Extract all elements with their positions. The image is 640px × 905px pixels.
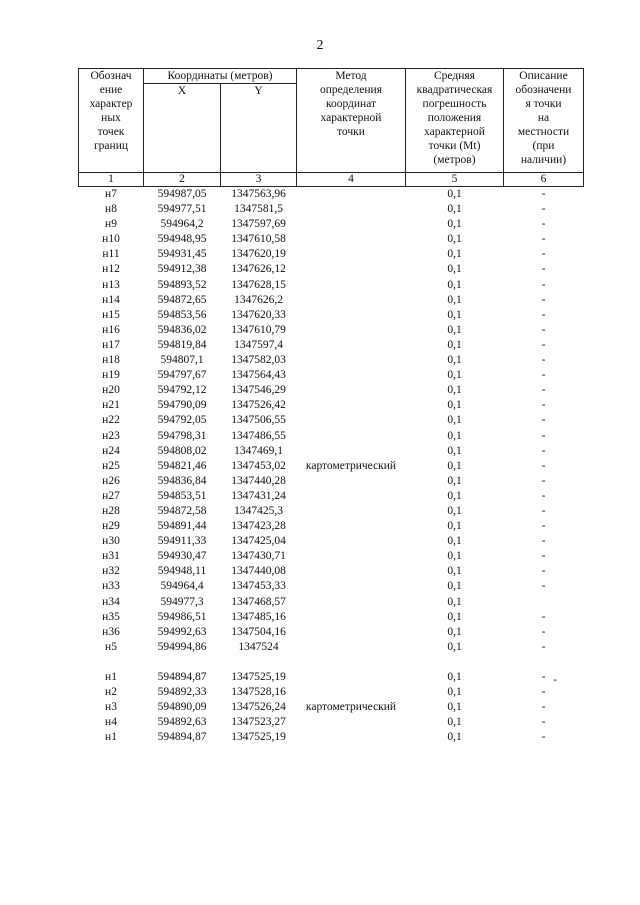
coord-x-cell: 594821,46 bbox=[157, 459, 207, 472]
table-row bbox=[79, 640, 584, 655]
coord-x-cell: 594891,44 bbox=[157, 520, 207, 533]
description-cell: - bbox=[541, 701, 546, 714]
description-cell: - bbox=[541, 535, 546, 548]
method-cell bbox=[297, 278, 406, 293]
table-row bbox=[79, 429, 584, 444]
coord-x-cell: 594892,63 bbox=[157, 716, 207, 729]
header-mean-square-error bbox=[406, 69, 504, 173]
point-id-cell: н15 bbox=[102, 308, 120, 321]
table-row bbox=[79, 187, 584, 203]
coord-x-cell: 594930,47 bbox=[157, 550, 207, 563]
description-cell: - bbox=[541, 716, 546, 729]
description-cell: - bbox=[541, 625, 546, 638]
table-row bbox=[79, 338, 584, 353]
method-cell bbox=[297, 670, 406, 685]
method-cell bbox=[297, 564, 406, 579]
point-id-cell: н22 bbox=[102, 414, 120, 427]
coord-x-cell: 594792,12 bbox=[157, 384, 207, 397]
point-id-cell: н1 bbox=[105, 671, 117, 683]
coord-x-cell: 594986,51 bbox=[157, 610, 207, 623]
description-cell: - bbox=[541, 686, 546, 699]
coord-y-cell: 1347581,5 bbox=[234, 203, 283, 216]
method-cell bbox=[297, 187, 406, 203]
point-id-cell: н1 bbox=[105, 731, 117, 744]
point-id-cell: н31 bbox=[102, 550, 120, 563]
table-row bbox=[79, 308, 584, 323]
method-cell bbox=[297, 474, 406, 489]
table-row bbox=[79, 413, 584, 428]
header-line: (при bbox=[532, 140, 555, 152]
coord-x-cell: 594911,33 bbox=[157, 535, 207, 548]
description-cell: - bbox=[541, 429, 546, 442]
coord-y-cell: 1347425,3 bbox=[234, 504, 283, 517]
coord-x-cell: 594948,11 bbox=[157, 565, 207, 578]
coord-y-cell: 1347486,55 bbox=[231, 429, 286, 442]
column-number-1: 1 bbox=[79, 173, 144, 187]
coord-y-cell: 1347610,79 bbox=[231, 323, 286, 336]
column-number-6: 6 bbox=[504, 173, 584, 187]
column-number-4: 4 bbox=[297, 173, 406, 187]
coord-x-cell: 594894,87 bbox=[157, 671, 207, 683]
coord-y-cell: 1347453,33 bbox=[231, 580, 286, 593]
table-row bbox=[79, 293, 584, 308]
description-cell: - bbox=[541, 233, 546, 246]
coord-x-cell: 594798,31 bbox=[157, 429, 207, 442]
table-row bbox=[79, 444, 584, 459]
header-line: Метод bbox=[335, 70, 367, 82]
method-cell bbox=[297, 247, 406, 262]
coord-x-cell: 594836,84 bbox=[157, 474, 207, 487]
description-cell: - bbox=[541, 580, 546, 593]
coord-y-cell: 1347620,19 bbox=[231, 248, 286, 261]
mean-error-cell: 0,1 bbox=[447, 203, 462, 216]
coord-y-cell: 1347524 bbox=[238, 640, 279, 653]
mean-error-cell: 0,1 bbox=[447, 278, 462, 291]
point-id-cell: н5 bbox=[105, 640, 117, 653]
table-row bbox=[79, 368, 584, 383]
coord-y-cell: 1347564,43 bbox=[231, 369, 286, 382]
coord-x-cell: 594893,52 bbox=[157, 278, 207, 291]
coord-x-cell: 594892,33 bbox=[157, 686, 207, 699]
description-cell: - bbox=[541, 459, 546, 472]
table-row bbox=[79, 262, 584, 277]
description-cell: - bbox=[541, 338, 546, 351]
mean-error-cell: 0,1 bbox=[447, 308, 462, 321]
coord-y-cell: 1347425,04 bbox=[231, 535, 286, 548]
coord-y-cell: 1347528,16 bbox=[231, 686, 286, 699]
mean-error-cell: 0,1 bbox=[447, 293, 462, 306]
method-cell bbox=[297, 685, 406, 700]
method-cell bbox=[297, 398, 406, 413]
point-id-cell: н19 bbox=[102, 369, 120, 382]
mean-error-cell: 0,1 bbox=[447, 716, 462, 729]
header-line: Обознач bbox=[90, 70, 132, 82]
table-row bbox=[79, 202, 584, 217]
coord-y-cell: 1347597,69 bbox=[231, 218, 286, 231]
coord-x-cell: 594790,09 bbox=[157, 399, 207, 412]
point-id-cell: н10 bbox=[102, 233, 120, 246]
table-row bbox=[79, 398, 584, 413]
coord-x-cell: 594994,86 bbox=[157, 640, 207, 653]
method-cell bbox=[297, 504, 406, 519]
method-cell bbox=[297, 595, 406, 610]
table-row bbox=[79, 232, 584, 247]
coord-y-cell: 1347431,24 bbox=[231, 489, 286, 502]
coord-x-cell: 594808,02 bbox=[157, 444, 207, 457]
header-point-designation bbox=[79, 69, 144, 173]
coord-x-cell: 594992,63 bbox=[157, 625, 207, 638]
coord-x-cell: 594931,45 bbox=[157, 248, 207, 261]
coord-x-cell: 594987,05 bbox=[157, 188, 207, 200]
method-cell bbox=[297, 217, 406, 232]
table-row bbox=[79, 625, 584, 640]
description-cell: - bbox=[541, 731, 546, 744]
coord-y-cell: 1347525,19 bbox=[231, 671, 286, 683]
gap-dash: - bbox=[553, 674, 557, 686]
header-line: местности bbox=[517, 126, 570, 138]
coord-x-cell: 594853,51 bbox=[157, 489, 207, 502]
coord-y-cell: 1347430,71 bbox=[231, 550, 286, 563]
method-cell bbox=[297, 579, 406, 594]
point-id-cell: н36 bbox=[102, 625, 120, 638]
coord-y-cell: 1347526,42 bbox=[231, 399, 286, 412]
point-id-cell: н11 bbox=[102, 248, 120, 261]
method-cell: картометрический bbox=[305, 459, 397, 472]
point-id-cell: н27 bbox=[102, 489, 120, 502]
header-line: я точки bbox=[525, 98, 562, 110]
coord-x-cell: 594964,2 bbox=[160, 218, 204, 231]
header-line: квадратическая bbox=[416, 84, 493, 96]
point-id-cell: н4 bbox=[105, 716, 117, 729]
coord-x-cell: 594890,09 bbox=[157, 701, 207, 714]
coord-y-cell: 1347563,96 bbox=[231, 188, 286, 200]
header-line: точки bbox=[337, 126, 365, 138]
mean-error-cell: 0,1 bbox=[447, 384, 462, 397]
table-row bbox=[79, 579, 584, 594]
point-id-cell: н2 bbox=[105, 686, 117, 699]
description-cell: - bbox=[541, 474, 546, 487]
point-id-cell: н12 bbox=[102, 263, 120, 276]
coord-y-cell: 1347526,24 bbox=[231, 701, 286, 714]
coord-y-cell: 1347620,33 bbox=[231, 308, 286, 321]
coord-y-cell: 1347525,19 bbox=[231, 731, 286, 744]
mean-error-cell: 0,1 bbox=[447, 640, 462, 653]
coord-x-cell: 594853,56 bbox=[157, 308, 207, 321]
coord-x-cell: 594977,51 bbox=[157, 203, 207, 216]
table-row bbox=[79, 595, 584, 610]
mean-error-cell: 0,1 bbox=[447, 474, 462, 487]
mean-error-cell: 0,1 bbox=[447, 565, 462, 578]
table-row bbox=[79, 504, 584, 519]
coord-x-cell: 594792,05 bbox=[157, 414, 207, 427]
description-cell: - bbox=[541, 640, 546, 653]
table-row bbox=[79, 353, 584, 368]
method-cell bbox=[297, 549, 406, 564]
header-x: X bbox=[144, 84, 221, 173]
header-description bbox=[504, 69, 584, 173]
method-cell bbox=[297, 202, 406, 217]
header-line: ных bbox=[101, 112, 121, 124]
point-id-cell: н13 bbox=[102, 278, 120, 291]
mean-error-cell: 0,1 bbox=[447, 504, 462, 517]
coord-x-cell: 594819,84 bbox=[157, 338, 207, 351]
header-line: на bbox=[537, 112, 550, 124]
description-cell: - bbox=[541, 565, 546, 578]
mean-error-cell: 0,1 bbox=[447, 188, 462, 200]
description-cell: - bbox=[541, 263, 546, 276]
point-id-cell: н25 bbox=[102, 459, 120, 472]
mean-error-cell: 0,1 bbox=[447, 535, 462, 548]
method-cell bbox=[297, 323, 406, 338]
table-row bbox=[79, 247, 584, 262]
coord-y-cell: 1347440,28 bbox=[231, 474, 286, 487]
header-line: характер bbox=[89, 98, 133, 110]
coord-x-cell: 594807,1 bbox=[160, 354, 204, 367]
description-cell: - bbox=[541, 218, 546, 231]
table-row bbox=[79, 670, 584, 685]
header-line: обозначени bbox=[515, 84, 572, 96]
coord-y-cell: 1347546,29 bbox=[231, 384, 286, 397]
column-number-5: 5 bbox=[406, 173, 504, 187]
method-cell bbox=[297, 640, 406, 655]
table-row bbox=[79, 715, 584, 730]
table-row bbox=[79, 534, 584, 549]
method-cell bbox=[297, 730, 406, 745]
mean-error-cell: 0,1 bbox=[447, 625, 462, 638]
description-cell: - bbox=[541, 520, 546, 533]
method-cell bbox=[297, 534, 406, 549]
method-cell bbox=[297, 383, 406, 398]
coord-x-cell: 594948,95 bbox=[157, 233, 207, 246]
point-id-cell: н9 bbox=[105, 218, 117, 231]
coord-y-cell: 1347506,55 bbox=[231, 414, 286, 427]
mean-error-cell: 0,1 bbox=[447, 489, 462, 502]
header-line: Средняя bbox=[434, 70, 475, 82]
description-cell: - bbox=[541, 550, 546, 563]
coord-x-cell: 594894,87 bbox=[157, 731, 207, 744]
mean-error-cell: 0,1 bbox=[447, 263, 462, 276]
mean-error-cell: 0,1 bbox=[447, 444, 462, 457]
description-cell: - bbox=[541, 354, 546, 367]
mean-error-cell: 0,1 bbox=[447, 414, 462, 427]
mean-error-cell: 0,1 bbox=[447, 369, 462, 382]
method-cell bbox=[297, 625, 406, 640]
header-line: координат bbox=[325, 98, 377, 110]
coord-x-cell: 594964,4 bbox=[160, 580, 204, 593]
table-row bbox=[79, 474, 584, 489]
method-cell bbox=[297, 353, 406, 368]
table-row bbox=[79, 700, 584, 715]
header-line: характерной bbox=[424, 126, 485, 138]
description-cell: - bbox=[541, 278, 546, 291]
point-id-cell: н29 bbox=[102, 520, 120, 533]
table-row bbox=[79, 549, 584, 564]
method-cell bbox=[297, 610, 406, 625]
point-id-cell: н3 bbox=[105, 701, 117, 714]
point-id-cell: н33 bbox=[102, 580, 120, 593]
mean-error-cell: 0,1 bbox=[447, 218, 462, 231]
coord-y-cell: 1347523,27 bbox=[231, 716, 286, 729]
coord-y-cell: 1347582,03 bbox=[231, 354, 286, 367]
coord-x-cell: 594977,3 bbox=[160, 595, 204, 608]
mean-error-cell: 0,1 bbox=[447, 399, 462, 412]
point-id-cell: н8 bbox=[105, 203, 117, 216]
coord-x-cell: 594872,58 bbox=[157, 504, 207, 517]
header-line: Описание bbox=[519, 70, 568, 82]
description-cell: - bbox=[541, 444, 546, 457]
header-line: характерной bbox=[320, 112, 382, 124]
mean-error-cell: 0,1 bbox=[447, 550, 462, 563]
coordinates-table bbox=[78, 68, 584, 745]
point-id-cell: н24 bbox=[102, 444, 120, 457]
point-id-cell: н7 bbox=[105, 188, 117, 200]
method-cell: картометрический bbox=[305, 701, 397, 714]
table-row bbox=[79, 730, 584, 745]
description-cell: - bbox=[541, 203, 546, 216]
coord-y-cell: 1347597,4 bbox=[234, 338, 283, 351]
point-id-cell: н26 bbox=[102, 474, 120, 487]
column-number-3: 3 bbox=[221, 173, 297, 187]
header-line: погрешность bbox=[422, 98, 487, 110]
point-id-cell: н17 bbox=[102, 338, 120, 351]
coord-y-cell: 1347610,58 bbox=[231, 233, 286, 246]
header-y: Y bbox=[221, 84, 297, 173]
point-id-cell: н30 bbox=[102, 535, 120, 548]
mean-error-cell: 0,1 bbox=[447, 731, 462, 744]
table-row bbox=[79, 383, 584, 398]
header-line: границ bbox=[93, 140, 129, 152]
coord-y-cell: 1347504,16 bbox=[231, 625, 286, 638]
header-coordinates: Координаты (метров) bbox=[144, 69, 297, 84]
coord-x-cell: 594872,65 bbox=[157, 293, 207, 306]
coord-y-cell: 1347628,15 bbox=[231, 278, 286, 291]
header-line: точек bbox=[97, 126, 125, 138]
point-id-cell: н20 bbox=[102, 384, 120, 397]
table-row bbox=[79, 564, 584, 579]
point-id-cell: н32 bbox=[102, 565, 120, 578]
coord-x-cell: 594797,67 bbox=[157, 369, 207, 382]
table-row bbox=[79, 519, 584, 534]
point-id-cell: н18 bbox=[102, 354, 120, 367]
method-cell bbox=[297, 308, 406, 323]
header-line: (метров) bbox=[433, 154, 476, 166]
spacer-row bbox=[79, 655, 584, 670]
mean-error-cell: 0,1 bbox=[447, 248, 462, 261]
coord-y-cell: 1347468,57 bbox=[231, 595, 286, 608]
mean-error-cell: 0,1 bbox=[447, 610, 462, 623]
mean-error-cell: 0,1 bbox=[447, 520, 462, 533]
description-cell: - bbox=[541, 671, 546, 683]
method-cell bbox=[297, 262, 406, 277]
point-id-cell: н35 bbox=[102, 610, 120, 623]
table-row bbox=[79, 610, 584, 625]
mean-error-cell: 0,1 bbox=[447, 671, 462, 683]
coord-y-cell: 1347626,2 bbox=[234, 293, 283, 306]
mean-error-cell: 0,1 bbox=[447, 595, 462, 608]
mean-error-cell: 0,1 bbox=[447, 338, 462, 351]
method-cell bbox=[297, 429, 406, 444]
method-cell bbox=[297, 489, 406, 504]
coord-x-cell: 594912,38 bbox=[157, 263, 207, 276]
mean-error-cell: 0,1 bbox=[447, 323, 462, 336]
coord-y-cell: 1347485,16 bbox=[231, 610, 286, 623]
coord-y-cell: 1347440,08 bbox=[231, 565, 286, 578]
coord-y-cell: 1347626,12 bbox=[231, 263, 286, 276]
point-id-cell: н34 bbox=[102, 595, 120, 608]
header-method bbox=[297, 69, 406, 173]
table-row bbox=[79, 217, 584, 232]
coord-y-cell: 1347469,1 bbox=[234, 444, 283, 457]
description-cell: - bbox=[541, 489, 546, 502]
point-id-cell: н14 bbox=[102, 293, 120, 306]
method-cell bbox=[297, 519, 406, 534]
point-id-cell: н16 bbox=[102, 323, 120, 336]
point-id-cell: н28 bbox=[102, 504, 120, 517]
description-cell: - bbox=[541, 369, 546, 382]
header-line: положения bbox=[427, 112, 482, 124]
description-cell bbox=[504, 595, 584, 610]
header-line: наличии) bbox=[520, 154, 567, 166]
mean-error-cell: 0,1 bbox=[447, 459, 462, 472]
description-cell: - bbox=[541, 323, 546, 336]
coord-y-cell: 1347453,02 bbox=[231, 459, 286, 472]
description-cell: - bbox=[541, 188, 546, 200]
mean-error-cell: 0,1 bbox=[447, 354, 462, 367]
description-cell: - bbox=[541, 248, 546, 261]
method-cell bbox=[297, 368, 406, 383]
point-id-cell: н23 bbox=[102, 429, 120, 442]
table-row bbox=[79, 685, 584, 700]
table-row bbox=[79, 278, 584, 293]
description-cell: - bbox=[541, 308, 546, 321]
mean-error-cell: 0,1 bbox=[447, 580, 462, 593]
description-cell: - bbox=[541, 504, 546, 517]
description-cell: - bbox=[541, 610, 546, 623]
method-cell bbox=[297, 413, 406, 428]
table-row bbox=[79, 459, 584, 474]
description-cell: - bbox=[541, 399, 546, 412]
method-cell bbox=[297, 232, 406, 247]
method-cell bbox=[297, 715, 406, 730]
page-number: 2 bbox=[316, 38, 324, 53]
description-cell: - bbox=[541, 414, 546, 427]
method-cell bbox=[297, 338, 406, 353]
mean-error-cell: 0,1 bbox=[447, 429, 462, 442]
column-number-2: 2 bbox=[144, 173, 221, 187]
description-cell: - bbox=[541, 293, 546, 306]
coord-y-cell: 1347423,28 bbox=[231, 520, 286, 533]
header-line: ение bbox=[99, 84, 123, 96]
table-row bbox=[79, 323, 584, 338]
coord-x-cell: 594836,02 bbox=[157, 323, 207, 336]
point-id-cell: н21 bbox=[102, 399, 120, 412]
mean-error-cell: 0,1 bbox=[447, 701, 462, 714]
method-cell bbox=[297, 293, 406, 308]
header-line: точки (Mt) bbox=[428, 140, 481, 152]
table-body bbox=[79, 187, 584, 746]
mean-error-cell: 0,1 bbox=[447, 686, 462, 699]
method-cell bbox=[297, 444, 406, 459]
description-cell: - bbox=[541, 384, 546, 397]
table-row bbox=[79, 489, 584, 504]
header-line: определения bbox=[319, 84, 382, 96]
mean-error-cell: 0,1 bbox=[447, 233, 462, 246]
